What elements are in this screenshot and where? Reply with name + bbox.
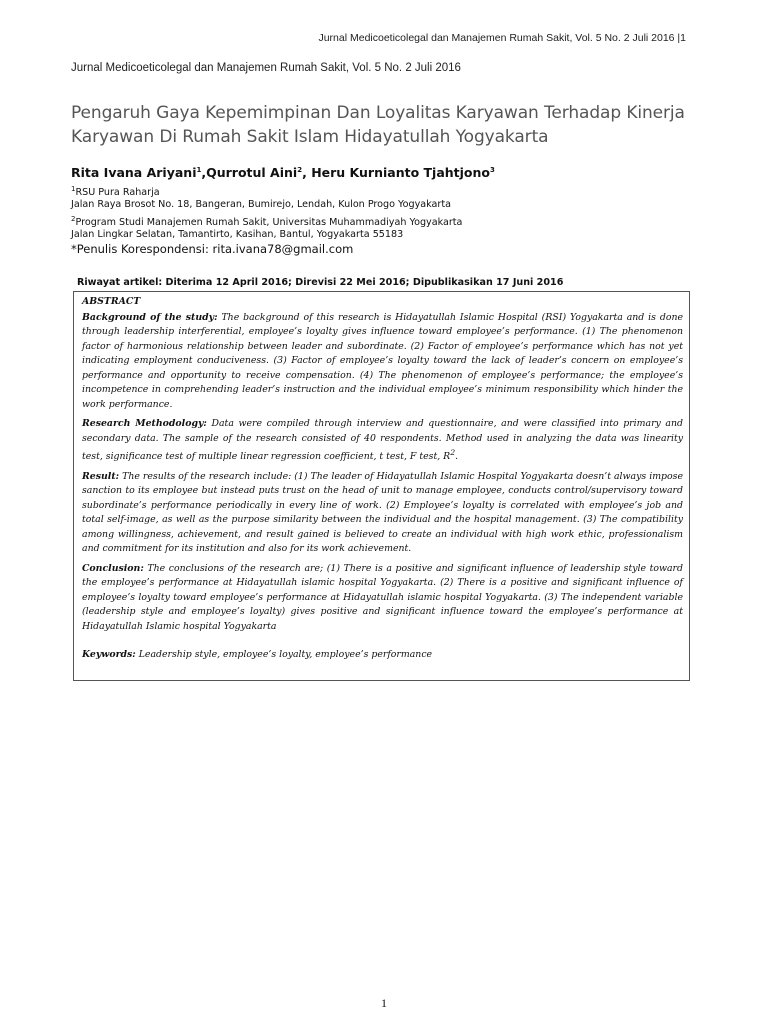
abstract-result bbox=[82, 470, 683, 557]
abstract-heading: ABSTRACT bbox=[82, 296, 141, 307]
section-label: Conclusion: bbox=[82, 562, 144, 574]
r-squared-sup: 2 bbox=[450, 448, 456, 457]
section-label: Background of the study: bbox=[82, 311, 218, 323]
author-sup: 1 bbox=[196, 165, 202, 174]
affiliation-1-address: Jalan Raya Brosot No. 18, Bangeran, Bumirejo, Lendah, Kulon Progo Yogyakarta bbox=[71, 199, 451, 210]
section-label: Research Methodology: bbox=[82, 418, 207, 429]
journal-name: Jurnal Medicoeticolegal dan Manajemen Rumah Sakit, Vol. 5 No. 2 Juli 2016 bbox=[71, 62, 461, 74]
paper-title: Pengaruh Gaya Kepemimpinan Dan Loyalitas Karyawan Terhadap Kinerja Karyawan Di Rumah Sakit Islam Hidayatullah Yogyakarta bbox=[71, 103, 685, 147]
abstract-methodology bbox=[82, 417, 683, 465]
author-name: Heru Kurnianto Tjahtjono bbox=[311, 165, 490, 180]
author-name: Rita Ivana Ariyani bbox=[71, 165, 197, 180]
section-label: Keywords: bbox=[82, 649, 136, 661]
author-name: Qurrotul Aini bbox=[206, 165, 298, 180]
affiliation-sup: 2 bbox=[71, 215, 76, 223]
section-text: The results of the research include: (1) The leader of Hidayatullah Islamic Hospital Yogyakarta doesn’t always impose sanction to its employee but instead puts trust on the head of unit to manage employee, conducts control/supervisory toward subordinate’s performance periodically in every line of work. (2) Employee’s loyalty is correlated with employee’s job and total self-image, as well as the purpose similarity between the individual and the hospital management. (3) The compatibility among willingness, achievement, and result gained is believed to create an individual with high work ethic, professionalism and commitment for its institution and also for its work achievement. bbox=[82, 470, 683, 555]
affiliation-text: Program Studi Manajemen Rumah Sakit, Universitas Muhammadiyah Yogyakarta bbox=[75, 217, 463, 229]
section-text: Leadership style, employee’s loyalty, employee’s performance bbox=[138, 649, 433, 661]
affiliation-text: RSU Pura Raharja bbox=[75, 187, 160, 199]
section-end: . bbox=[455, 451, 459, 463]
author-sup: 3 bbox=[490, 165, 495, 174]
correspondence-email: *Penulis Korespondensi: rita.ivana78@gmail.com bbox=[71, 242, 354, 256]
section-text: The background of this research is Hidayatullah Islamic Hospital (RSI) Yogyakarta and is done through leadership interferential, employee’s loyalty gives influence toward employee’s performance. (1) The phenomenon factor of harmonious relationship between leader and subordinate. (2) Factor of employee’s performance which has not yet indicating employment conduciveness. (3) Factor of employee’s loyalty toward the lack of leader’s concern on employee’s performance and opportunity to receive compensation. (4) The phenomenon of employee’s performance; the employee’s incompetence in comprehending leader’s instruction and the individual employee’s minimum responsibility which hinder the work performance. bbox=[82, 311, 684, 410]
abstract-keywords bbox=[82, 648, 683, 663]
abstract-conclusion bbox=[82, 562, 683, 635]
affiliation-sup: 1 bbox=[71, 185, 76, 193]
affiliation-1-name bbox=[71, 183, 160, 199]
section-text: The conclusions of the research are; (1) There is a positive and significant influence of leadership style toward the employee’s performance at Hidayatullah islamic hospital Yogyakarta. (2) There is a positive and significant influence of employee’s loyalty toward employee’s performance at Hidayatullah islamic hospital Yogyakarta. (3) The independent variable (leadership style and employee’s loyalty) gives positive and significant influence toward the employee’s performance at Hidayatullah Islamic hospital Yogyakarta bbox=[82, 562, 683, 632]
running-header: Jurnal Medicoeticolegal dan Manajemen Rumah Sakit, Vol. 5 No. 2 Juli 2016 |1 bbox=[318, 32, 686, 44]
author-sup: 2 bbox=[297, 165, 303, 174]
abstract-background bbox=[82, 311, 683, 413]
section-text: Data were compiled through interview and questionnaire, and were classified into primary and secondary data. The sample of the research consisted of 40 respondents. Method used in analyzing the data was linearity test, significance test of multiple linear regression coefficient, t test, F test, R bbox=[82, 418, 683, 463]
author-list: Rita Ivana Ariyani$^1$,Qurrotul Aini$^2$, Heru Kurnianto Tjahtjono$^3$ bbox=[71, 165, 495, 180]
affiliation-2-address: Jalan Lingkar Selatan, Tamantirto, Kasihan, Bantul, Yogyakarta 55183 bbox=[71, 229, 404, 240]
affiliation-2-name bbox=[71, 213, 462, 229]
section-label: Result: bbox=[82, 470, 120, 482]
abstract-box bbox=[73, 291, 690, 681]
page-number: 1 bbox=[381, 996, 387, 1010]
article-history: Riwayat artikel: Diterima 12 April 2016; Direvisi 22 Mei 2016; Dipublikasikan 17 Juni 2016 bbox=[77, 277, 564, 288]
